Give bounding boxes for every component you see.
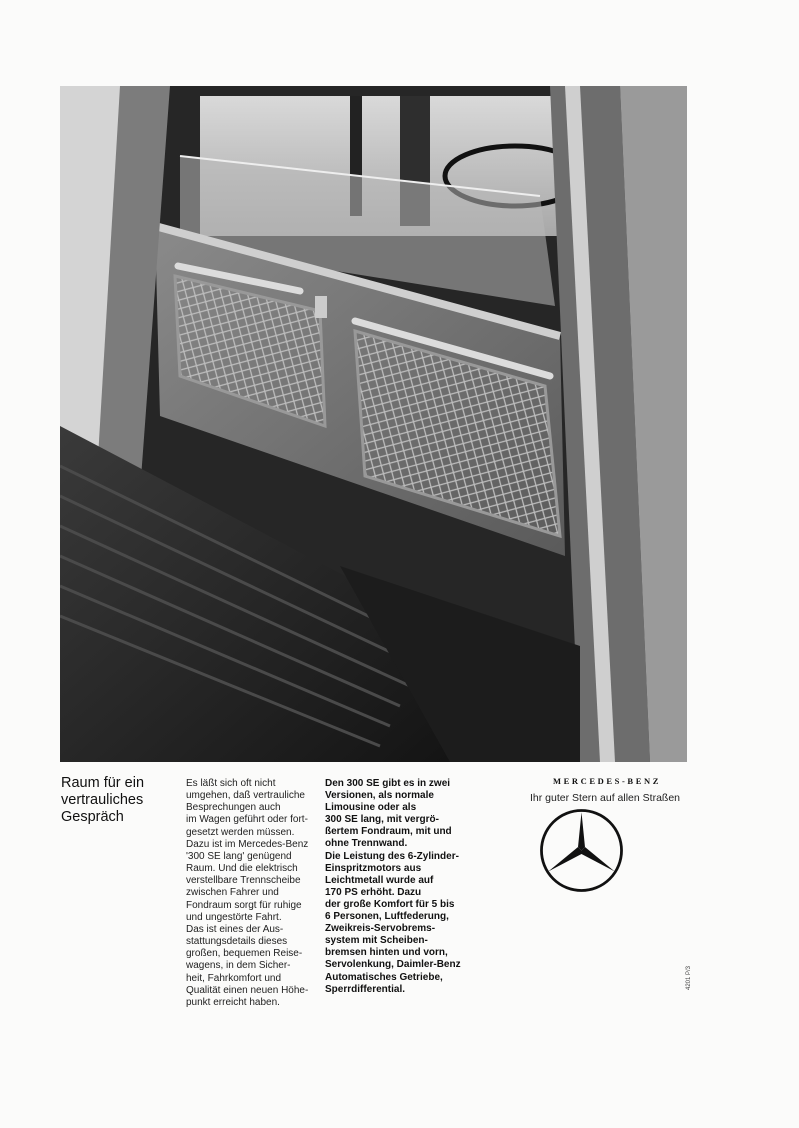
brand-wordmark: MERCEDES-BENZ — [553, 776, 661, 786]
headline: Raum für ein vertrauliches Gespräch — [61, 775, 145, 825]
print-code: 4201 P/3 — [686, 965, 692, 990]
rear-cabin-illustration — [60, 86, 687, 762]
brand-slogan: Ihr guter Stern auf allen Straßen — [530, 792, 680, 804]
body-text-column-1: Es läßt sich oft nicht umgehen, daß vertrauliche Besprechungen auch im Wagen geführt oder fort- gesetzt werden müssen. Dazu ist im Mercedes-Benz '300 SE lang' genügend Raum. Und die elektrisch verstellbare Trennscheibe zwischen Fahrer und Fondraum sorgt für ruhige und ungestörte Fahrt. Das ist eines der Aus- stattungsdetails dieses großen, bequemen Reise- wagens, in dem Sicher- heit, Fahrkomfort und Qualität einen neuen Höhe- punkt erreicht haben. — [186, 778, 309, 1008]
car-interior-photo — [60, 86, 687, 762]
body-text-column-2: Den 300 SE gibt es in zwei Versionen, als normale Limousine oder als 300 SE lang, mit vergrö- ßertem Fondraum, mit und ohne Trennwand. Die Leistung des 6-Zylinder- Einspritzmotors aus Leichtmetall wurde auf 170 PS erhöht. Dazu der große Komfort für 5 bis 6 Personen, Luftfederung, Zweikreis-Servobrems- system mit Scheiben- bremsen hinten und vorn, Servolenkung, Daimler-Benz Automatisches Getriebe, Sperrdifferential. — [325, 778, 461, 995]
mercedes-star-icon — [538, 807, 625, 894]
